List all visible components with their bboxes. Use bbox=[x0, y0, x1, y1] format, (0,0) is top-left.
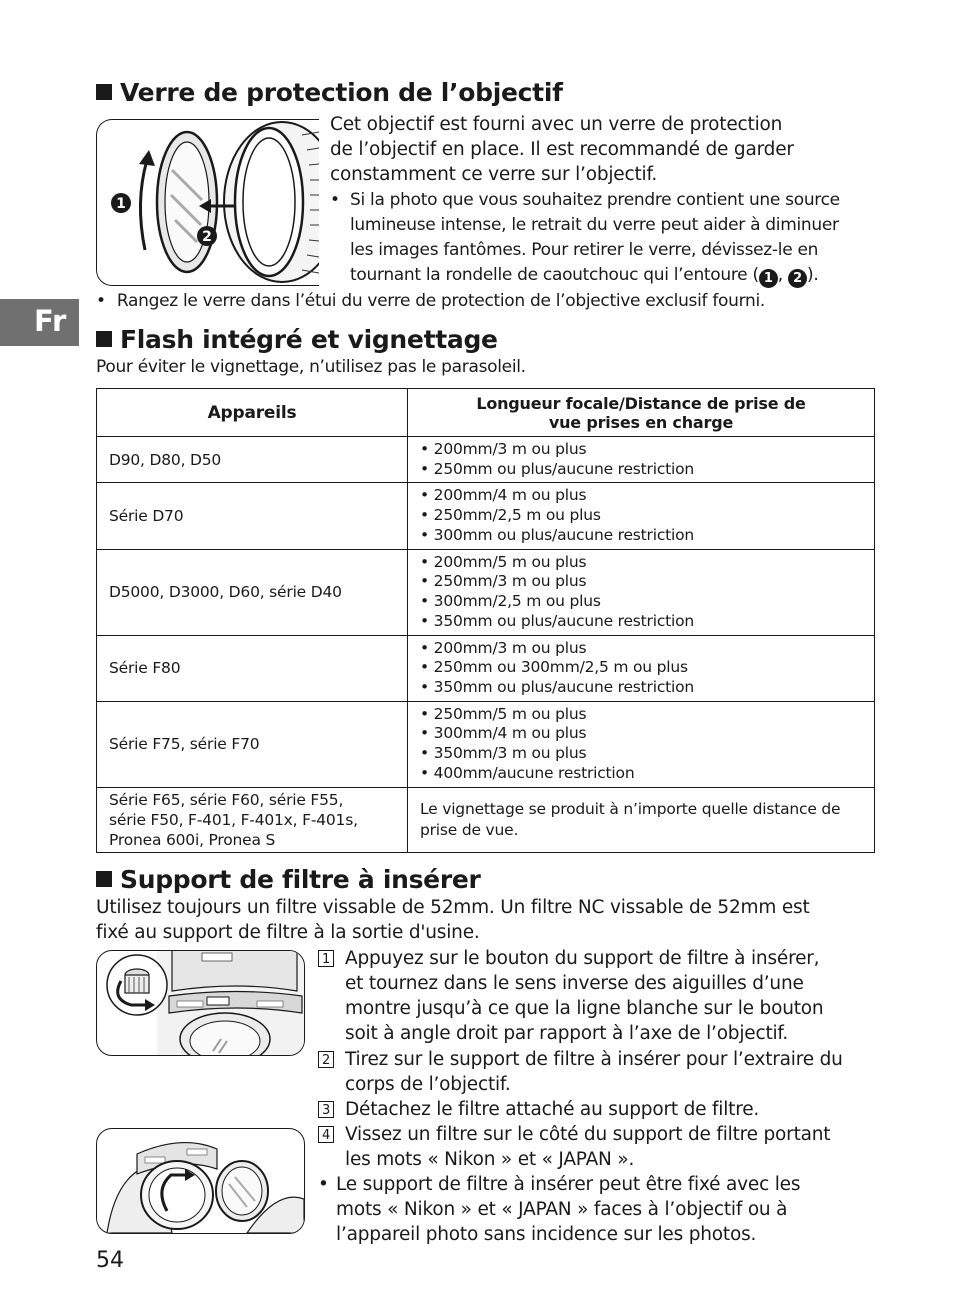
filter-attach-illustration bbox=[96, 1128, 305, 1234]
bullet-dot: • bbox=[318, 1174, 329, 1195]
table-row bbox=[97, 635, 875, 701]
table-header-row bbox=[97, 389, 875, 437]
bullet-text: Rangez le verre dans l’étui du verre de protection de l’objective exclusif fourni. bbox=[116, 291, 765, 311]
section3-intro bbox=[96, 895, 886, 945]
header-cameras: Appareils bbox=[97, 389, 408, 437]
figure-label-1: 1 bbox=[116, 196, 126, 212]
camera-model: Série F65, série F60, série F55, série F50, F-401, F-401x, F-401s, Pronea 600i, Pronea S bbox=[97, 787, 408, 852]
intro-line: Utilisez toujours un filtre vissable de 52mm. Un filtre NC vissable de 52mm est bbox=[96, 897, 810, 918]
language-tab-label: Fr bbox=[34, 304, 67, 338]
step-3 bbox=[318, 1097, 878, 1122]
intro-line: constamment ce verre sur l’objectif. bbox=[330, 164, 658, 185]
header-focal-distance: Longueur focale/Distance de prise de vue prises en charge bbox=[408, 389, 875, 437]
filter-attach-drawing bbox=[97, 1129, 304, 1233]
square-bullet-icon bbox=[96, 84, 112, 100]
bullet-dot: • bbox=[330, 190, 340, 210]
vignetting-table bbox=[96, 388, 875, 853]
camera-model: Série D70 bbox=[97, 483, 408, 549]
bullet-line: lumineuse intense, le retrait du verre peut aider à diminuer bbox=[350, 215, 839, 235]
protective-glass-illustration bbox=[96, 119, 319, 286]
range-values: • 200mm/5 m ou plus • 250mm/3 m ou plus • 300mm/2,5 m ou plus • 350mm ou plus/aucune restriction bbox=[408, 549, 875, 635]
section-title-text: Flash intégré et vignettage bbox=[120, 325, 498, 354]
bullet-line: les images fantômes. Pour retirer le verre, dévissez-le en bbox=[350, 240, 819, 260]
step-line: les mots « Nikon » et « JAPAN ». bbox=[345, 1149, 635, 1170]
step-2-icon: 2 bbox=[788, 269, 807, 288]
square-bullet-icon bbox=[96, 331, 112, 347]
step-line: Détachez le filtre attaché au support de filtre. bbox=[345, 1099, 760, 1120]
step-1 bbox=[318, 946, 878, 1046]
camera-model: Série F75, série F70 bbox=[97, 701, 408, 787]
camera-model: D5000, D3000, D60, série D40 bbox=[97, 549, 408, 635]
note-line: mots « Nikon » et « JAPAN » faces à l’objectif ou à bbox=[336, 1199, 788, 1220]
table-row bbox=[97, 437, 875, 483]
step-4 bbox=[318, 1122, 878, 1172]
section-title-flash-vignetting bbox=[96, 325, 498, 354]
table-row bbox=[97, 701, 875, 787]
filter-button-drawing bbox=[97, 951, 304, 1055]
range-values: • 200mm/3 m ou plus • 250mm ou 300mm/2,5 m ou plus • 350mm ou plus/aucune restriction bbox=[408, 635, 875, 701]
lens-glass-drawing bbox=[97, 120, 319, 285]
section-title-filter-holder bbox=[96, 865, 481, 894]
intro-line: Cet objectif est fourni avec un verre de protection bbox=[330, 114, 783, 135]
step-number-3: 3 bbox=[318, 1101, 334, 1118]
intro-line: fixé au support de filtre à la sortie d'usine. bbox=[96, 922, 480, 943]
table-row bbox=[97, 483, 875, 549]
language-tab bbox=[0, 299, 79, 346]
note-line: l’appareil photo sans incidence sur les photos. bbox=[336, 1224, 757, 1245]
section-title-protective-glass bbox=[96, 78, 563, 107]
step-line: Vissez un filtre sur le côté du support de filtre portant bbox=[345, 1124, 831, 1145]
filter-holder-button-illustration bbox=[96, 950, 305, 1056]
table-row bbox=[97, 549, 875, 635]
square-bullet-icon bbox=[96, 871, 112, 887]
figure-label-2: 2 bbox=[202, 229, 212, 245]
step-number-1: 1 bbox=[318, 950, 334, 967]
step-number-2: 2 bbox=[318, 1051, 334, 1068]
step-number-4: 4 bbox=[318, 1126, 334, 1143]
step-line: soit à angle droit par rapport à l’axe de l’objectif. bbox=[345, 1023, 789, 1044]
camera-model: Série F80 bbox=[97, 635, 408, 701]
table-row bbox=[97, 787, 875, 852]
range-values: Le vignettage se produit à n’importe quelle distance de prise de vue. bbox=[408, 787, 875, 852]
bullet-dot: • bbox=[96, 291, 106, 311]
range-values: • 250mm/5 m ou plus • 300mm/4 m ou plus • 350mm/3 m ou plus • 400mm/aucune restriction bbox=[408, 701, 875, 787]
step-line: montre jusqu’à ce que la ligne blanche sur le bouton bbox=[345, 998, 824, 1019]
step-1-icon: 1 bbox=[759, 269, 778, 288]
filter-holder-note bbox=[318, 1172, 878, 1247]
range-values: • 200mm/4 m ou plus • 250mm/2,5 m ou plus • 300mm ou plus/aucune restriction bbox=[408, 483, 875, 549]
section-title-text: Verre de protection de l’objectif bbox=[120, 78, 563, 107]
section1-bullet-storage bbox=[96, 289, 876, 314]
note-line: Le support de filtre à insérer peut être fixé avec les bbox=[336, 1174, 801, 1195]
step-line: corps de l’objectif. bbox=[345, 1074, 511, 1095]
bullet-line: tournant la rondelle de caoutchouc qui l’entoure ( 1 , 2 ). bbox=[350, 265, 819, 286]
intro-line: de l’objectif en place. Il est recommandé de garder bbox=[330, 139, 794, 160]
page-number: 54 bbox=[96, 1248, 124, 1273]
step-line: Tirez sur le support de filtre à insérer pour l’extraire du bbox=[345, 1049, 843, 1070]
bullet-line: Si la photo que vous souhaitez prendre contient une source bbox=[350, 190, 840, 210]
step-line: Appuyez sur le bouton du support de filtre à insérer, bbox=[345, 948, 820, 969]
step-line: et tournez dans le sens inverse des aiguilles d’une bbox=[345, 973, 804, 994]
section1-bullet-ghosting bbox=[330, 188, 875, 288]
section-title-text: Support de filtre à insérer bbox=[120, 865, 481, 894]
camera-model: D90, D80, D50 bbox=[97, 437, 408, 483]
section2-intro: Pour éviter le vignettage, n’utilisez pas le parasoleil. bbox=[96, 357, 526, 377]
range-values: • 200mm/3 m ou plus • 250mm ou plus/aucune restriction bbox=[408, 437, 875, 483]
section1-intro bbox=[330, 112, 870, 187]
step-2 bbox=[318, 1047, 878, 1097]
